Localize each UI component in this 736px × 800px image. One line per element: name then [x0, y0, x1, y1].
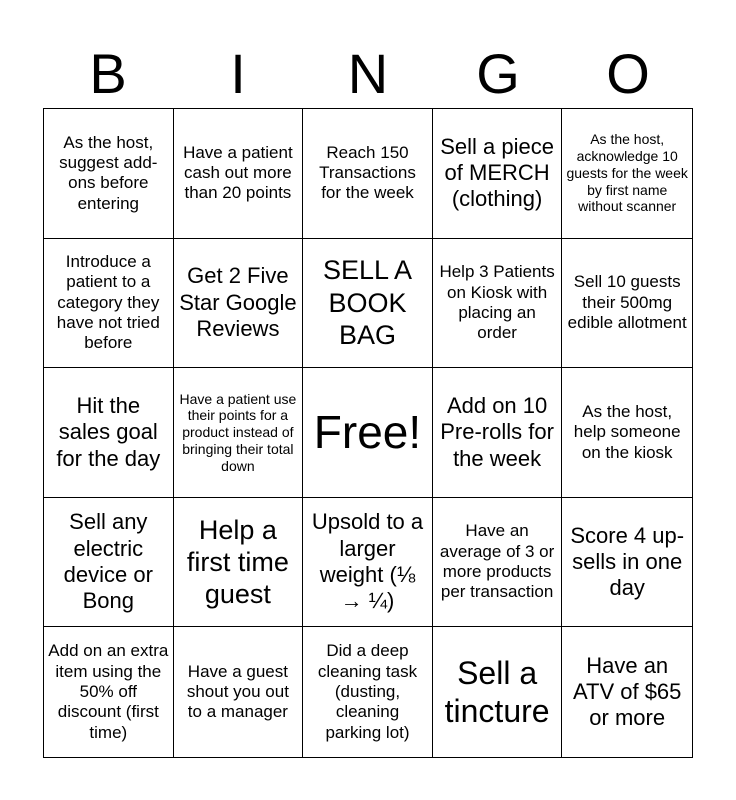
bingo-cell[interactable]: Sell a piece of MERCH (clothing)	[433, 109, 563, 239]
bingo-cell[interactable]: Have an ATV of $65 or more	[572, 652, 682, 731]
bingo-cell[interactable]: SELL A BOOK BAG	[303, 239, 433, 369]
bingo-cell[interactable]: Sell 10 guests their 500mg edible allotment	[562, 239, 692, 369]
bingo-cell[interactable]: Sell a tincture	[433, 627, 563, 757]
free-space-cell[interactable]: Free!	[303, 368, 433, 498]
bingo-cell[interactable]: Reach 150 Transactions for the week	[303, 109, 433, 239]
bingo-cell[interactable]: Have a patient cash out more than 20 points	[174, 109, 304, 239]
bingo-cell[interactable]: Did a deep cleaning task (dusting, cleaning parking lot)	[303, 627, 433, 757]
header-letter-b: B	[89, 42, 127, 105]
bingo-cell[interactable]: Hit the sales goal for the day	[44, 368, 174, 498]
bingo-grid	[43, 108, 693, 758]
bingo-cell[interactable]: Add on 10 Pre-rolls for the week	[433, 368, 563, 498]
bingo-cell[interactable]: As the host, acknowledge 10 guests for the week by first name without scanner	[562, 109, 692, 239]
bingo-cell[interactable]: Help 3 Patients on Kiosk with placing an order	[433, 239, 563, 369]
bingo-cell[interactable]: Get 2 Five Star Google Reviews	[174, 239, 304, 369]
header-letter-n: N	[347, 42, 389, 105]
bingo-cell[interactable]: Sell any electric device or Bong	[44, 498, 174, 628]
bingo-header	[43, 42, 693, 106]
bingo-cell[interactable]: Have an average of 3 or more products per transaction	[433, 498, 563, 628]
header-letter-g: G	[476, 42, 520, 105]
bingo-cell[interactable]: Score 4 up-sells in one day	[562, 498, 692, 628]
bingo-cell[interactable]: Add on an extra item using the 50% off discount (first time)	[44, 627, 174, 757]
bingo-cell[interactable]: Introduce a patient to a category they have not tried before	[44, 239, 174, 369]
bingo-cell[interactable]: As the host, suggest add-ons before entering	[44, 109, 174, 239]
bingo-cell[interactable]: Have a patient use their points for a product instead of bringing their total down	[174, 368, 304, 498]
bingo-cell[interactable]: Upsold to a larger weight (⅛ → ¼)	[303, 498, 433, 628]
header-letter-i: I	[230, 42, 246, 105]
bingo-cell[interactable]: As the host, help someone on the kiosk	[562, 368, 692, 498]
header-letter-o: O	[606, 42, 650, 105]
bingo-cell[interactable]: Have a guest shout you out to a manager	[174, 627, 304, 757]
bingo-cell[interactable]: Help a first time guest	[174, 498, 304, 628]
